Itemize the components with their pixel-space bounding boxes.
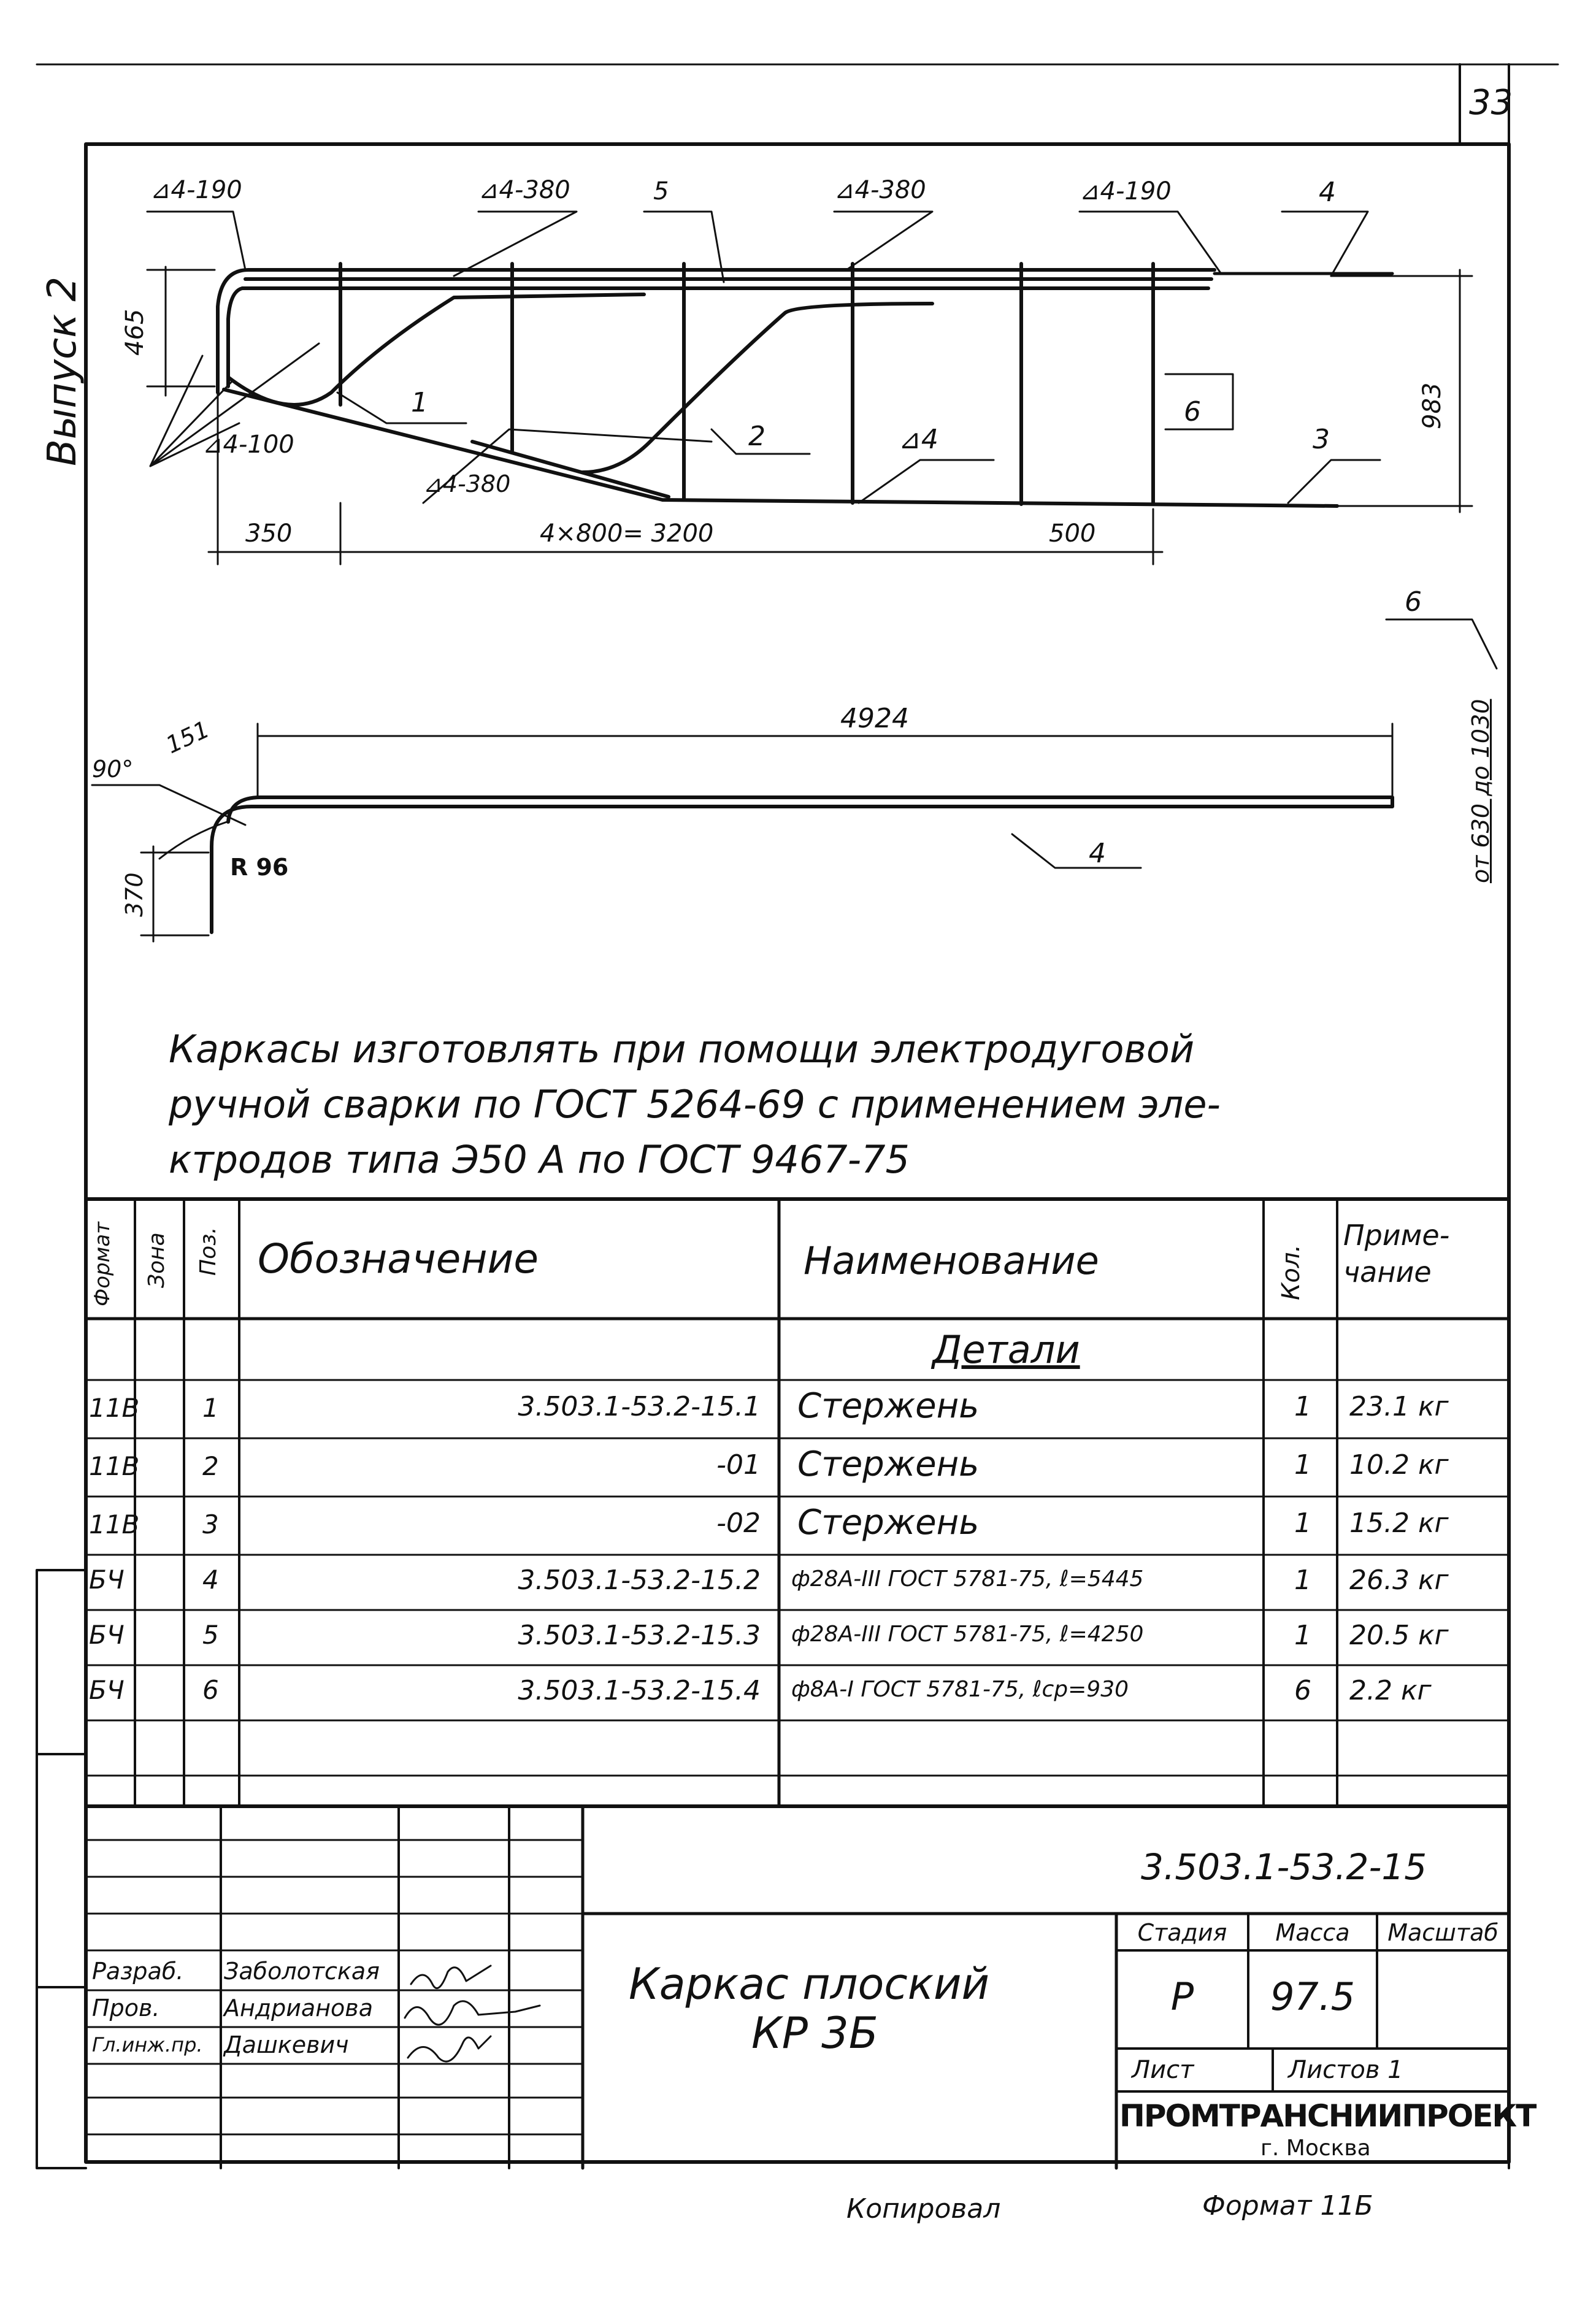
row-note: 20.5 кг (1349, 1620, 1449, 1651)
header-zone: Зона (144, 1232, 169, 1288)
signature-3 (408, 2036, 491, 2061)
leader-pos4 (1282, 212, 1368, 276)
row-format: 11В (89, 1451, 140, 1481)
dim-350: 350 (245, 519, 293, 548)
margin-strip (37, 1570, 86, 2168)
row-designation: 3.503.1-53.2-15.2 (518, 1565, 761, 1596)
weld-label-4: ⊿4-190 (1080, 177, 1172, 205)
mass-label: Масса (1275, 1919, 1350, 1946)
sheets-label: Листов 1 (1288, 2056, 1403, 2084)
row-name: Стержень (797, 1444, 980, 1484)
row-format: 11В (89, 1509, 140, 1539)
row-pos: 2 (202, 1451, 219, 1481)
title-line-2: КР 3Б (751, 2008, 878, 2058)
title-line-1: Каркас плоский (629, 1959, 990, 2009)
leader-bar-pos4 (1012, 834, 1141, 868)
document-code: 3.503.1-53.2-15 (1141, 1846, 1427, 1888)
weld-label-7: ⊿4 (899, 424, 938, 455)
row-name: Стержень (797, 1386, 980, 1426)
leader-weld-1 (147, 212, 245, 270)
pos-mark-3: 3 (1313, 424, 1330, 455)
row-format: БЧ (89, 1620, 125, 1650)
city: г. Москва (1260, 2136, 1371, 2161)
row-note: 23.1 кг (1349, 1391, 1449, 1422)
dim-bar-length (258, 724, 1392, 797)
header-note: Приме-чание (1343, 1219, 1450, 1289)
row-pos: 4 (202, 1565, 219, 1595)
row-note: 15.2 кг (1349, 1508, 1449, 1539)
row-qty: 1 (1294, 1565, 1311, 1596)
dim-500: 500 (1049, 519, 1096, 548)
spacing-note: от 630 до 1030 (1467, 699, 1494, 883)
scale-label: Масштаб (1387, 1919, 1498, 1946)
dim-4x800: 4×800= 3200 (540, 519, 714, 548)
name-developer: Заболотская (224, 1958, 380, 1985)
signature-2 (405, 2001, 540, 2025)
row-name: Стержень (797, 1503, 980, 1543)
row-pos: 1 (202, 1393, 219, 1423)
dim-leg (141, 846, 209, 941)
row-name: ф28А-III ГОСТ 5781-75, ℓ=5445 (791, 1566, 1144, 1592)
row-pos: 6 (202, 1675, 219, 1705)
weld-label-6: ⊿4-380 (423, 470, 511, 497)
vertical-bars (340, 264, 1153, 504)
pos-mark-1: 1 (411, 387, 428, 418)
stage-label: Стадия (1137, 1919, 1227, 1946)
role-checker: Пров. (92, 1995, 160, 2022)
row-note: 2.2 кг (1349, 1675, 1432, 1706)
row-designation: 3.503.1-53.2-15.1 (518, 1391, 761, 1422)
dim-bend (92, 785, 245, 859)
role-developer: Разраб. (92, 1958, 184, 1985)
page-number-box (1460, 64, 1509, 2168)
note-line-3: ктродов типа Э50 А по ГОСТ 9467-75 (169, 1137, 910, 1182)
row-format: 11В (89, 1393, 140, 1423)
page-number: 33 (1469, 83, 1513, 123)
bend-angle: 90° (92, 756, 134, 783)
pos-mark-2: 2 (748, 421, 765, 452)
leader-pos1 (337, 393, 466, 423)
pos-mark-6-spacing: 6 (1405, 586, 1422, 618)
row-qty: 1 (1294, 1508, 1311, 1539)
pos-mark-4-bar: 4 (1089, 838, 1106, 869)
pos-mark-6: 6 (1184, 396, 1201, 427)
weld-label-5: ⊿4-100 (202, 431, 294, 459)
leader-pos3 (1288, 460, 1380, 503)
leader-weld-7 (859, 460, 994, 503)
left-hook-inner (228, 288, 242, 386)
dim-4924: 4924 (840, 703, 909, 734)
section-title: Детали (932, 1327, 1080, 1372)
row-designation: -02 (716, 1508, 761, 1539)
leader-weld-2 (454, 212, 577, 276)
header-name: Наименование (804, 1238, 1099, 1283)
name-chief-engineer: Дашкевич (224, 2031, 349, 2058)
frame-drawing (147, 212, 1472, 564)
leader-weld-4 (1080, 212, 1221, 273)
bend-arc: 151 (161, 715, 214, 759)
mass-value: 97.5 (1270, 1974, 1356, 2019)
bar-pos4-shape (212, 797, 1392, 932)
row-format: БЧ (89, 1565, 125, 1595)
header-designation: Обозначение (258, 1235, 539, 1282)
row-name: ф28А-III ГОСТ 5781-75, ℓ=4250 (791, 1622, 1144, 1647)
row-qty: 1 (1294, 1620, 1311, 1651)
header-format: Формат (90, 1222, 115, 1306)
issue-label: Выпуск 2 (40, 276, 85, 466)
copied-label: Копировал (846, 2193, 1001, 2225)
pos-mark-5: 5 (653, 177, 669, 205)
format-label: Формат 11Б (1202, 2190, 1373, 2221)
weld-label-2: ⊿4-380 (478, 176, 570, 204)
row-pos: 5 (202, 1620, 219, 1650)
row-designation: -01 (716, 1449, 761, 1481)
stage-value: Р (1170, 1974, 1194, 2019)
signature-1 (411, 1966, 491, 1988)
note-line-1: Каркасы изготовлять при помощи электродуговой (169, 1027, 1195, 1071)
note-line-2: ручной сварки по ГОСТ 5264-69 с применением эле- (169, 1082, 1221, 1127)
row-designation: 3.503.1-53.2-15.4 (518, 1675, 761, 1706)
row-qty: 6 (1294, 1675, 1311, 1706)
row-format: БЧ (89, 1675, 125, 1705)
bend-radius: R 96 (230, 854, 289, 881)
dim-left-height (147, 267, 215, 396)
dim-465: 465 (121, 309, 149, 356)
role-chief-engineer: Гл.инж.пр. (92, 2033, 203, 2056)
pos-mark-4-top: 4 (1319, 177, 1336, 208)
sheet-label: Лист (1132, 2056, 1194, 2084)
row-pos: 3 (202, 1509, 219, 1539)
dim-983: 983 (1418, 382, 1446, 429)
row-qty: 1 (1294, 1391, 1311, 1422)
signatures (405, 1966, 540, 2061)
bar-detail (92, 619, 1497, 941)
row-qty: 1 (1294, 1449, 1311, 1481)
bent-bar-1 (228, 294, 644, 405)
organization: ПРОМТРАНСНИИПРОЕКТ (1119, 2098, 1536, 2134)
header-qty: Кол. (1277, 1244, 1305, 1300)
header-pos: Поз. (196, 1227, 221, 1276)
weld-label-3: ⊿4-380 (834, 176, 926, 204)
leader-weld-3 (834, 212, 932, 270)
row-note: 26.3 кг (1349, 1565, 1449, 1596)
bottom-bar (224, 389, 1337, 506)
leader-pos6-spacing (1386, 619, 1497, 669)
row-note: 10.2 кг (1349, 1449, 1449, 1481)
dim-right-height (1331, 270, 1472, 512)
weld-label-1: ⊿4-190 (150, 176, 242, 204)
row-designation: 3.503.1-53.2-15.3 (518, 1620, 761, 1651)
dim-370: 370 (121, 872, 148, 917)
name-checker: Андрианова (224, 1995, 373, 2022)
row-name: ф8А-I ГОСТ 5781-75, ℓср=930 (791, 1677, 1129, 1702)
